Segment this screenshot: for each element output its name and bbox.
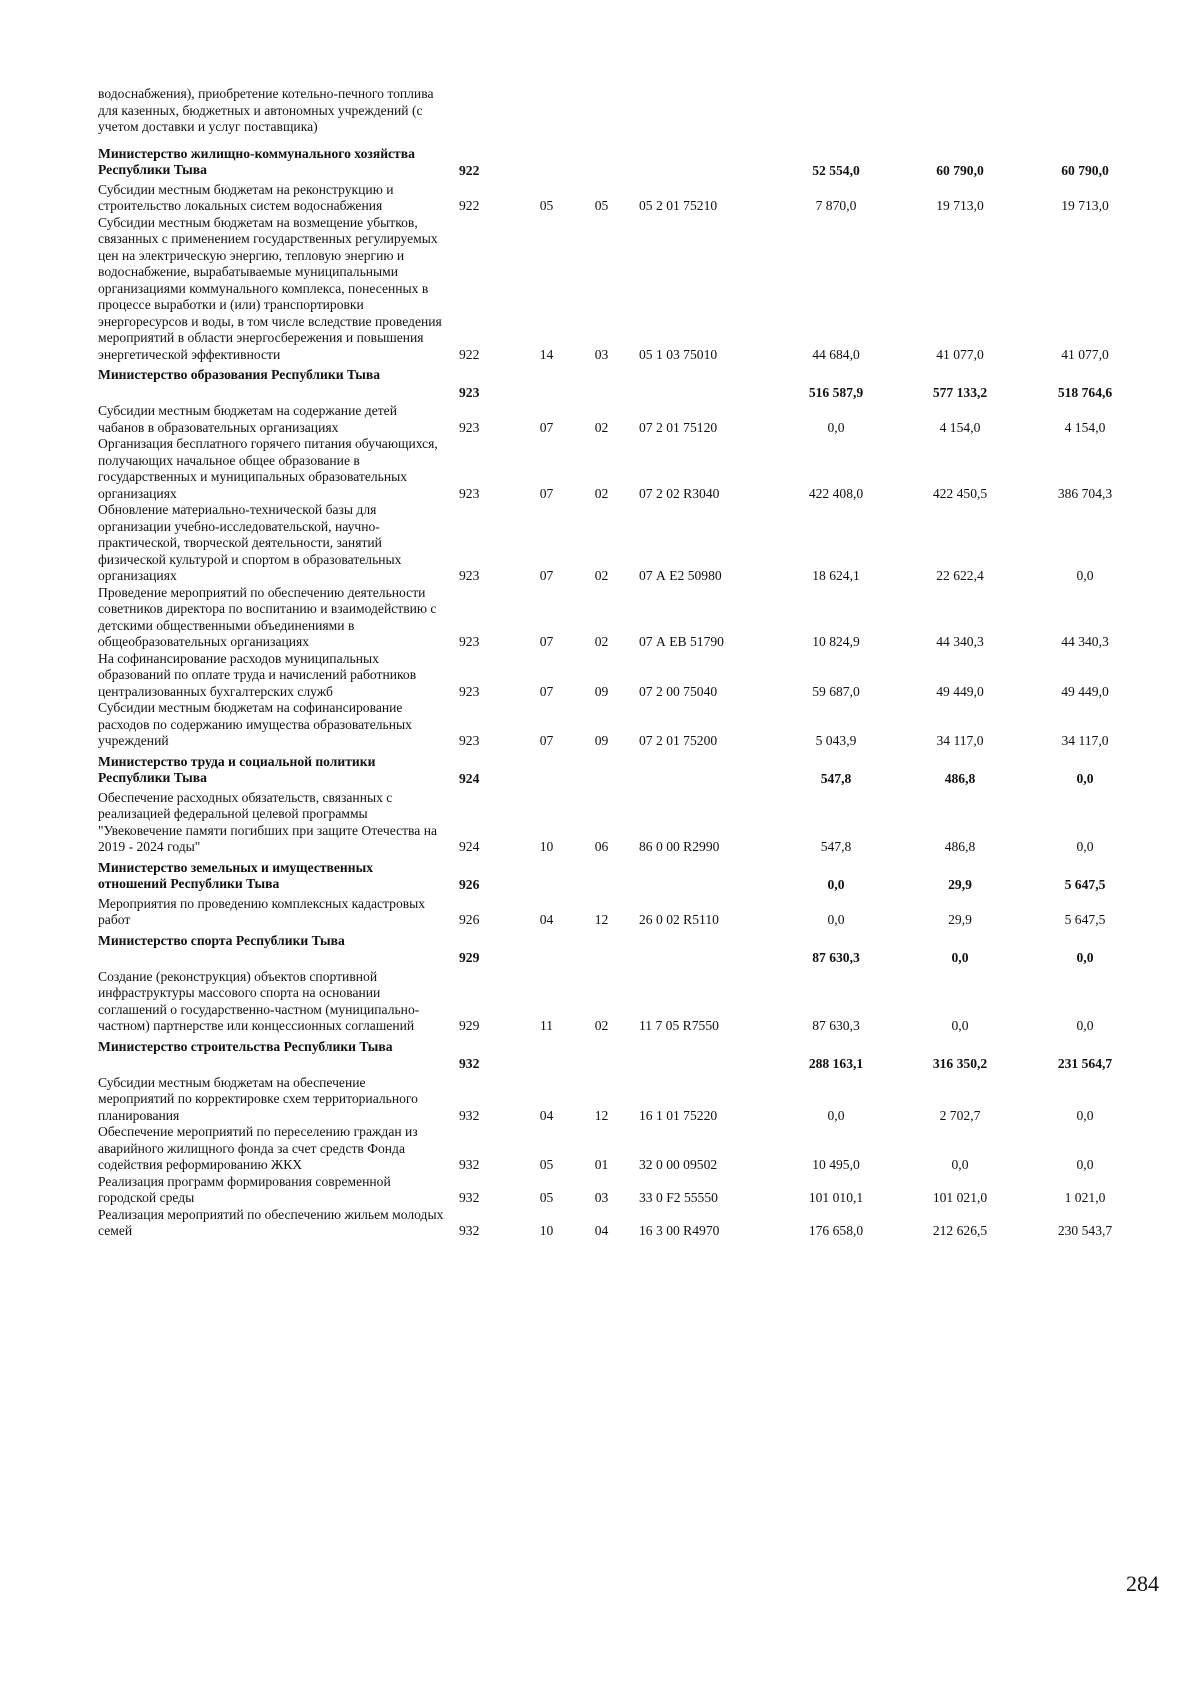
row-description: Субсидии местным бюджетам на возмещение убытков, связанных с применением государственных регулируемых цен на электрическую энергию, тепловую энергию и водоснабжение, вырабатываемые муниципальными организациями коммунального комплекса, понесенных в процессе выработки и (или) транспортировки энергоресурсов и воды, в том числе вследствие проведения мероприятий в области энергосбережения и повышения энергетической эффективности (98, 214, 442, 362)
amount-year-2: 34 117,0 (936, 733, 984, 748)
subsection-code (574, 363, 629, 403)
target-article-code (629, 1035, 774, 1075)
amount-year-2: 0,0 (951, 1157, 969, 1172)
row-description: Министерство образования Республики Тыва (98, 367, 381, 382)
amount-year-3: 0,0 (1076, 1107, 1094, 1123)
section-code: 05 (539, 1157, 554, 1172)
amount-year-1: 547,8 (820, 839, 852, 854)
subsection-code: 03 (594, 346, 609, 362)
amount-year-2: 212 626,5 (932, 1223, 988, 1238)
row-description: Реализация программ формирования современной городской среды (98, 1173, 391, 1205)
ministry-row (98, 1035, 1148, 1075)
amount-year-1: 101 010,1 (808, 1190, 864, 1205)
amount-year-3: 0,0 (1076, 839, 1094, 854)
ved-code: 932 (459, 1157, 480, 1172)
section-code: 07 (539, 634, 554, 649)
ved-code: 923 (459, 485, 480, 501)
ved-code: 926 (459, 912, 480, 927)
amount-year-1: 176 658,0 (808, 1223, 864, 1238)
amount-year-2: 0,0 (951, 950, 969, 965)
amount-year-1: 5 043,9 (815, 733, 857, 748)
amount-year-3: 41 077,0 (1061, 346, 1109, 362)
amount-year-3: 5 647,5 (1064, 877, 1106, 892)
ved-code: 923 (459, 419, 480, 435)
section-code: 07 (539, 419, 554, 435)
subsection-code (574, 142, 629, 182)
ved-code: 932 (459, 1190, 480, 1205)
subsection-code (574, 856, 629, 896)
amount-year-1: 87 630,3 (812, 1018, 860, 1033)
amount-year-2: 0,0 (951, 1018, 969, 1033)
ved-code: 922 (459, 163, 480, 178)
table-row (98, 585, 1148, 651)
amount-year-1: 0,0 (827, 1107, 845, 1123)
section-code: 10 (539, 1223, 554, 1238)
table-row (98, 215, 1148, 364)
amount-year-3: 0,0 (1076, 1157, 1094, 1172)
subsection-code: 01 (594, 1157, 609, 1172)
amount-year-2: 486,8 (944, 839, 976, 854)
amount-year-3: 518 764,6 (1057, 384, 1113, 400)
table-row (98, 651, 1148, 701)
row-description: Проведение мероприятий по обеспечению деятельности советников директора по воспитанию и взаимодействию с детскими общественными объединениями в общеобразовательных организациях (98, 584, 437, 649)
amount-year-1: 18 624,1 (812, 568, 860, 583)
subsection-code (574, 1035, 629, 1075)
amount-year-3: 19 713,0 (1061, 198, 1109, 213)
row-description: Создание (реконструкция) объектов спортивной инфраструктуры массового спорта на основании соглашений о государственно-частном (муниципально-частном) партнерстве или концессионных соглашений (98, 968, 420, 1033)
amount-year-1: 10 495,0 (812, 1157, 860, 1172)
amount-year-3: 49 449,0 (1061, 683, 1109, 699)
subsection-code: 02 (594, 485, 609, 501)
table-row (98, 1207, 1148, 1240)
ved-code: 924 (459, 839, 480, 854)
row-description: Обновление материально-технической базы для организации учебно-исследовательской, научно-практической, творческой деятельности, занятий физической культурой и спортом в образовательных организациях (98, 502, 402, 583)
section-code: 07 (539, 568, 554, 583)
subsection-code (574, 929, 629, 969)
section-code (519, 929, 574, 969)
subsection-code: 05 (594, 198, 609, 213)
ved-code: 922 (459, 346, 480, 362)
amount-year-3: 0,0 (1076, 568, 1094, 583)
target-article-code: 07 А ЕВ 51790 (639, 634, 724, 649)
target-article-code: 16 3 00 R4970 (639, 1223, 720, 1238)
row-description: Субсидии местным бюджетам на реконструкцию и строительство локальных систем водоснабжения (98, 181, 394, 213)
amount-year-2: 4 154,0 (939, 419, 981, 435)
amount-year-1: 52 554,0 (812, 163, 860, 178)
amount-year-3: 34 117,0 (1061, 733, 1109, 748)
amount-year-2: 29,9 (948, 912, 972, 927)
amount-year-2: 316 350,2 (932, 1056, 988, 1071)
amount-year-3: 231 564,7 (1057, 1056, 1113, 1071)
row-description: Субсидии местным бюджетам на софинансирование расходов по содержанию имущества образовательных учреждений (98, 700, 412, 748)
amount-year-2: 19 713,0 (936, 198, 984, 213)
subsection-code: 02 (594, 568, 609, 583)
amount-year-3: 44 340,3 (1061, 634, 1109, 649)
ved-code: 924 (459, 771, 480, 786)
subsection-code: 03 (594, 1190, 609, 1205)
target-article-code: 07 2 02 R3040 (639, 485, 720, 501)
amount-year-2: 44 340,3 (936, 634, 984, 649)
amount-year-1: 0,0 (827, 419, 845, 435)
target-article-code: 26 0 02 R5110 (639, 912, 719, 927)
ved-code: 932 (459, 1056, 480, 1071)
table-row (98, 502, 1148, 585)
ved-code: 929 (459, 950, 480, 965)
table-row (98, 1075, 1148, 1125)
ved-code: 923 (459, 733, 480, 748)
target-article-code: 07 А Е2 50980 (639, 568, 722, 583)
amount-year-1: 7 870,0 (815, 198, 857, 213)
target-article-code: 07 2 00 75040 (639, 683, 718, 699)
row-description: Обеспечение мероприятий по переселению граждан из аварийного жилищного фонда за счет средств Фонда содействия реформированию ЖКХ (98, 1124, 418, 1172)
subsection-code: 04 (594, 1223, 609, 1238)
section-code: 10 (539, 839, 554, 854)
row-description: Обеспечение расходных обязательств, связанных с реализацией федеральной целевой программы "Увековечение памяти погибших при защите Отечества на 2019 - 2024 годы" (98, 789, 438, 854)
section-code: 05 (539, 198, 554, 213)
row-description: Мероприятия по проведению комплексных кадастровых работ (98, 895, 426, 927)
target-article-code: 33 0 F2 55550 (639, 1190, 718, 1205)
table-row (98, 700, 1148, 750)
section-code: 04 (539, 912, 554, 927)
target-article-code (629, 750, 774, 790)
ministry-row (98, 856, 1148, 896)
subsection-code: 02 (594, 1018, 609, 1033)
amount-year-1: 516 587,9 (808, 384, 864, 400)
target-article-code: 32 0 00 09502 (639, 1157, 718, 1172)
ved-code: 932 (459, 1107, 480, 1123)
amount-year-3: 5 647,5 (1064, 912, 1106, 927)
ved-code: 929 (459, 1018, 480, 1033)
section-code (519, 750, 574, 790)
amount-year-2: 2 702,7 (939, 1107, 981, 1123)
section-code (519, 142, 574, 182)
subsection-code: 06 (594, 839, 609, 854)
target-article-code: 86 0 00 R2990 (639, 839, 720, 854)
section-code: 11 (539, 1018, 554, 1033)
amount-year-3: 0,0 (1076, 771, 1094, 786)
target-article-code: 11 7 05 R7550 (639, 1018, 719, 1033)
target-article-code (629, 142, 774, 182)
target-article-code (629, 856, 774, 896)
section-code: 14 (539, 346, 554, 362)
row-description: Субсидии местным бюджетам на содержание детей чабанов в образовательных организациях (98, 403, 397, 435)
ministry-row (98, 929, 1148, 969)
row-description: Министерство строительства Республики Тыва (98, 1038, 393, 1054)
amount-year-2: 29,9 (948, 877, 972, 892)
target-article-code: 05 1 03 75010 (639, 346, 718, 362)
amount-year-3: 0,0 (1076, 950, 1094, 965)
amount-year-3: 0,0 (1076, 1018, 1094, 1033)
subsection-code: 12 (594, 912, 609, 927)
ved-code: 923 (459, 568, 480, 583)
table-row (98, 1174, 1148, 1207)
amount-year-2: 49 449,0 (936, 683, 984, 699)
amount-year-2: 422 450,5 (932, 485, 988, 501)
amount-year-3: 1 021,0 (1064, 1190, 1106, 1205)
amount-year-1: 44 684,0 (812, 346, 860, 362)
table-row (98, 896, 1148, 929)
table-row (98, 436, 1148, 502)
ministry-row (98, 750, 1148, 790)
amount-year-3: 60 790,0 (1061, 163, 1109, 178)
row-description: Организация бесплатного горячего питания обучающихся, получающих начальное общее образование в государственных и муниципальных образовательных организациях (98, 436, 438, 501)
budget-table-body (98, 86, 1148, 1240)
target-article-code: 07 2 01 75120 (639, 419, 718, 435)
ministry-row (98, 142, 1148, 182)
amount-year-2: 486,8 (944, 771, 976, 786)
amount-year-3: 386 704,3 (1057, 485, 1113, 501)
amount-year-1: 422 408,0 (808, 485, 864, 501)
table-row (98, 790, 1148, 856)
subsection-code: 02 (594, 634, 609, 649)
amount-year-1: 547,8 (820, 771, 852, 786)
row-description: На софинансирование расходов муниципальных образований по оплате труда и начислений работников централизованных бухгалтерских служб (98, 650, 417, 699)
amount-year-1: 288 163,1 (808, 1056, 864, 1071)
table-row (98, 1124, 1148, 1174)
ved-code: 923 (459, 384, 480, 400)
subsection-code (574, 750, 629, 790)
amount-year-1: 10 824,9 (812, 634, 860, 649)
amount-year-1: 87 630,3 (812, 950, 860, 965)
ved-code: 926 (459, 877, 480, 892)
amount-year-2: 60 790,0 (936, 163, 984, 178)
row-description: Министерство жилищно-коммунального хозяйства Республики Тыва (98, 145, 415, 177)
amount-year-2: 41 077,0 (936, 346, 984, 362)
intro-text: водоснабжения), приобретение котельно-печного топлива для казенных, бюджетных и автономных учреждений (с учетом доставки и услуг поставщика) (98, 86, 434, 134)
budget-table (98, 86, 1148, 1240)
section-code: 05 (539, 1190, 554, 1205)
row-description: Субсидии местным бюджетам на обеспечение мероприятий по корректировке схем территориального планирования (98, 1074, 418, 1123)
section-code: 07 (539, 733, 554, 748)
amount-year-1: 0,0 (827, 912, 845, 927)
amount-year-3: 4 154,0 (1064, 419, 1106, 435)
amount-year-2: 101 021,0 (932, 1190, 988, 1205)
ministry-row (98, 363, 1148, 403)
row-description: Министерство земельных и имущественных отношений Республики Тыва (98, 859, 373, 891)
subsection-code: 02 (594, 419, 609, 435)
section-code (519, 1035, 574, 1075)
intro-row (98, 86, 1148, 142)
ved-code: 922 (459, 198, 480, 213)
row-description: Министерство труда и социальной политики Республики Тыва (98, 753, 376, 785)
ved-code: 923 (459, 683, 480, 699)
amount-year-3: 230 543,7 (1057, 1223, 1113, 1238)
section-code: 07 (539, 683, 554, 699)
target-article-code (629, 363, 774, 403)
target-article-code: 16 1 01 75220 (639, 1107, 718, 1123)
target-article-code (629, 929, 774, 969)
page-number: 284 (1126, 1571, 1159, 1596)
row-description: Реализация мероприятий по обеспечению жильем молодых семей (98, 1206, 444, 1238)
subsection-code: 09 (594, 683, 609, 699)
section-code: 07 (539, 485, 554, 501)
amount-year-2: 577 133,2 (932, 384, 988, 400)
table-row (98, 182, 1148, 215)
subsection-code: 12 (594, 1107, 609, 1123)
amount-year-1: 59 687,0 (812, 683, 860, 699)
table-row (98, 403, 1148, 436)
ved-code: 932 (459, 1223, 480, 1238)
target-article-code: 07 2 01 75200 (639, 733, 718, 748)
amount-year-2: 22 622,4 (936, 568, 984, 583)
section-code (519, 856, 574, 896)
row-description: Министерство спорта Республики Тыва (98, 932, 345, 948)
ved-code: 923 (459, 634, 480, 649)
subsection-code: 09 (594, 733, 609, 748)
target-article-code: 05 2 01 75210 (639, 198, 718, 213)
table-row (98, 969, 1148, 1035)
amount-year-1: 0,0 (827, 877, 845, 892)
section-code: 04 (539, 1107, 554, 1123)
section-code (519, 363, 574, 403)
